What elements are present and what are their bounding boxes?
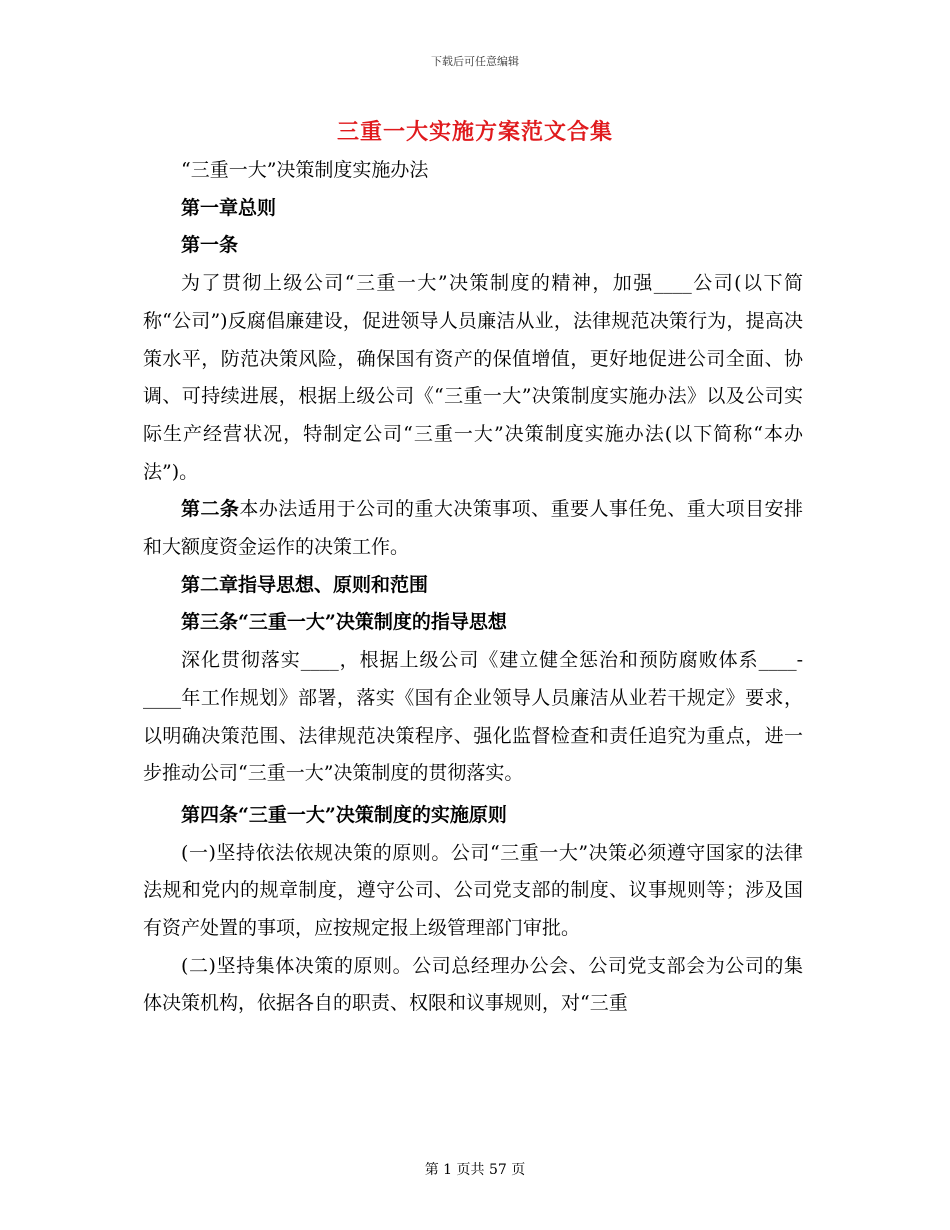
paragraph-principle-2: (二)坚持集体决策的原则。公司总经理办公会、公司党支部会为公司的集体决策机构，依据各自的职责、权限和议事规则，对“三重	[143, 954, 803, 1015]
document-body	[143, 152, 803, 1023]
article-2-label: 第二条	[181, 498, 240, 521]
header-note: 下载后可任意编辑	[431, 55, 519, 68]
paragraph-principle-1: (一)坚持依法依规决策的原则。公司“三重一大”决策必须遵守国家的法律法规和党内的规章制度，遵守公司、公司党支部的制度、议事规则等；涉及国有资产处置的事项，应按规定报上级管理部门审批。	[143, 841, 803, 940]
paragraph-article-1: 为了贯彻上级公司“三重一大”决策制度的精神，加强____公司(以下简称“公司”)反腐倡廉建设，促进领导人员廉洁从业，法律规范决策行为，提高决策水平，防范决策风险，确保国有资产的保值增值，更好地促进公司全面、协调、可持续进展，根据上级公司《“三重一大”决策制度实施办法》以及公司实际生产经营状况，特制定公司“三重一大”决策制度实施办法(以下简称“本办法”)。	[143, 272, 803, 483]
chapter-heading-2: 第二章指导思想、原则和范围	[181, 573, 429, 596]
paragraph-article-3: 深化贯彻落实____，根据上级公司《建立健全惩治和预防腐败体系____-____年工作规划》部署，落实《国有企业领导人员廉洁从业若干规定》要求，以明确决策范围、法律规范决策程序、强化监督检查和责任追究为重点，进一步推动公司“三重一大”决策制度的贯彻落实。	[143, 649, 803, 785]
article-2-text: 本办法适用于公司的重大决策事项、重要人事任免、重大项目安排和大额度资金运作的决策工作。	[143, 498, 803, 559]
chapter-heading-1: 第一章总则	[181, 196, 277, 219]
article-heading-1: 第一条	[181, 234, 239, 257]
article-heading-4: 第四条“三重一大”决策制度的实施原则	[181, 803, 507, 826]
article-heading-3: 第三条“三重一大”决策制度的指导思想	[181, 611, 507, 634]
document-title: 三重一大实施方案范文合集	[336, 119, 613, 145]
paragraph-article-2	[143, 491, 803, 566]
page-number: 第 1 页共 57 页	[424, 1162, 526, 1178]
subtitle: “三重一大”决策制度实施办法	[181, 159, 429, 181]
